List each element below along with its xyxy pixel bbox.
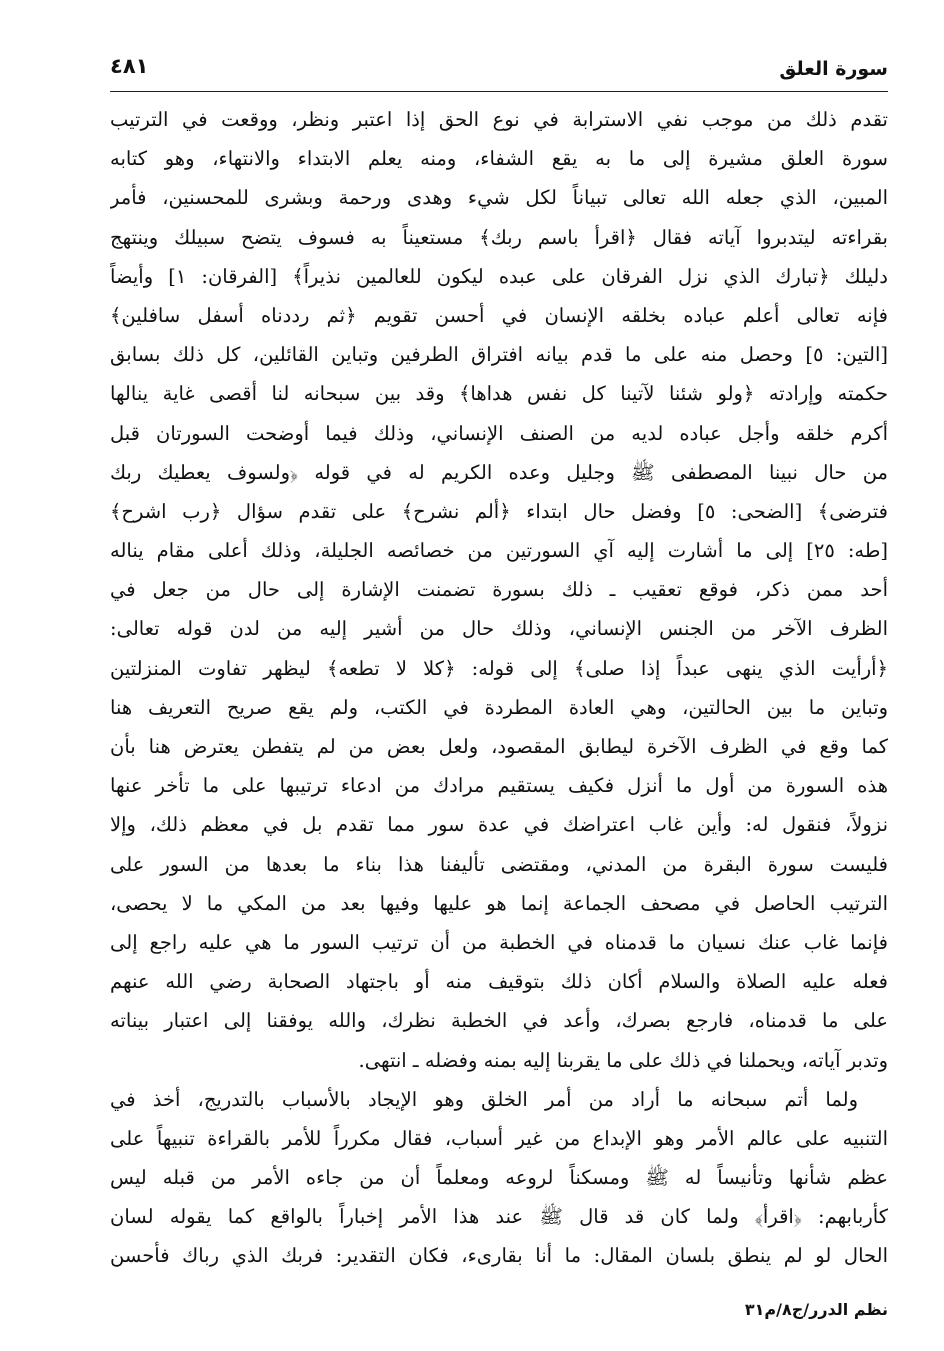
text-line: عظم شأنها وتأنيساً له ﷺ ومسكناً لروعه ومعلماً أن من جاءه الأمر من قبله ليس <box>110 1166 888 1190</box>
surah-title: سورة العلق <box>779 58 888 80</box>
text-line: هذه السورة من أول ما أنزل فكيف يستقيم مرادك من ادعاء ترتيبها على ما تأخر عنها <box>110 774 888 798</box>
signature-mark: نظم الدرر/ج٨/م٣١ <box>744 1300 888 1319</box>
text-line: فإنه تعالى أعلم عباده بخلقه الإنسان في أحسن تقويم ﴿ثم رددناه أسفل سافلين﴾ <box>110 303 888 327</box>
text-line: وتباين ما بين الحالتين، وهي العادة المطردة في الكتب، ولم يقع صريح التعريف هنا <box>110 695 888 719</box>
text-line: الحال لو لم ينطق بلسان المقال: ما أنا بقارىء، فكان التقدير: فربك الذي رباك فأحسن <box>110 1244 888 1268</box>
page-number: ٤٨١ <box>110 54 149 78</box>
text-line: الظرف الآخر من الجنس الإنساني، وذلك حال من أشير إليه من لدن قوله تعالى: <box>110 617 888 641</box>
text-line: كما وقع في الظرف الآخرة ليطابق المقصود، ولعل بعض من لم يتفطن يعترض هنا بأن <box>110 735 888 758</box>
text-line: فعله عليه الصلاة والسلام أكان ذلك بتوقيف منه أو باجتهاد الصحابة رضي الله عنهم <box>110 970 888 994</box>
header-rule <box>110 91 888 92</box>
text-line: الترتيب الحاصل في مصحف الجماعة إنما هو عليها وفيها بعد من المكي ما لا يحصى، <box>110 891 888 915</box>
text-line: ﴿أرأيت الذي ينهى عبداً إذا صلى﴾ إلى قوله: ﴿كلا لا تطعه﴾ ليظهر تفاوت المنزلتين <box>110 656 888 680</box>
text-line: من حال نبينا المصطفى ﷺ وجليل وعده الكريم له في قوله ﴿ولسوف يعطيك ربك <box>110 460 888 484</box>
text-line: تقدم ذلك من موجب نفي الاسترابة في نوع الحق إذا اعتبر ونظر، ووقعت في الترتيب <box>110 108 888 131</box>
text-line: بقراءته ليتدبروا آياته فقال ﴿اقرأ باسم ربك﴾ مستعيناً به فسوف يتضح سبيلك وينتهج <box>110 225 888 249</box>
paragraph-end-line: وتدبر آياته، ويحملنا في ذلك على ما يقربنا إليه بمنه وفضله ـ انتهى. <box>358 1048 888 1072</box>
text-line: أحد ممن ذكر، فوقع تعقيب ـ ذلك بسورة تضمنت الإشارة إلى حال من جعل في <box>110 578 888 602</box>
running-header <box>110 52 888 88</box>
body-text <box>110 100 888 1276</box>
text-line: التنبيه على عالم الأمر وهو الإبداع من غير أسباب، فقال مكرراً للأمر بالقراءة تنبيهاً على <box>110 1126 888 1150</box>
text-line: فإنما غاب عنك نسيان ما قدمناه في الخطبة من أن ترتيب السور ما هي عليه راجع إلى <box>110 930 888 954</box>
text-line: المبين، الذي جعله الله تعالى تبياناً لكل شيء وهدى ورحمة وبشرى للمحسنين، فأمر <box>110 186 888 210</box>
text-line: فترضى﴾ [الضحى: ٥] وفضل حال ابتداء ﴿ألم نشرح﴾ على تقدم سؤال ﴿رب اشرح﴾ <box>110 499 888 523</box>
text-line: حكمته وإرادته ﴿ولو شئنا لآتينا كل نفس هداها﴾ وقد بين سبحانه لنا أقصى غاية ينالها <box>110 382 888 406</box>
text-line: فليست سورة البقرة من المدني، ومقتضى تأليفنا هذا بناء ما بعدها من السور على <box>110 852 888 876</box>
text-line: سورة العلق مشيرة إلى ما به يقع الشفاء، ومنه يعلم الابتداء والانتهاء، وهو كتابه <box>110 147 888 171</box>
text-line: كأربابهم: ﴿اقرأ﴾ ولما كان قد قال ﷺ عند هذا الأمر إخباراً بالواقع كما يقوله لسان <box>110 1205 888 1229</box>
text-line: أكرم خلقه وأجل عباده لديه من الصنف الإنساني، وذلك فيما أوضحت السورتان قبل <box>110 421 888 445</box>
text-line: نزولاً، فنقول له: وأين غاب اعتراضك في عدة سور مما تقدم بل في معظم ذلك، وإلا <box>110 813 888 837</box>
text-line: على ما قدمناه، فارجع بصرك، وأعد في الخطبة نظرك، والله يوفقنا إلى اعتبار بيناته <box>110 1009 888 1033</box>
text-line: دليلك ﴿تبارك الذي نزل الفرقان على عبده ليكون للعالمين نذيراً﴾ [الفرقان: ١] وأيضاً <box>110 264 888 288</box>
text-line: [التين: ٥] وحصل منه على ما قدم بيانه افتراق الطرفين وتباين القائلين، كل ذلك بسابق <box>110 343 888 367</box>
text-line: [طه: ٢٥] إلى ما أشارت إليه آي السورتين من خصائصه الجليلة، وذلك أعلى مقام يناله <box>110 539 888 563</box>
page-footer <box>110 1300 888 1330</box>
paragraph-start-line: ولما أتم سبحانه ما أراد من أمر الخلق وهو الإيجاد بالأسباب بالتدريج، أخذ في <box>110 1087 858 1111</box>
